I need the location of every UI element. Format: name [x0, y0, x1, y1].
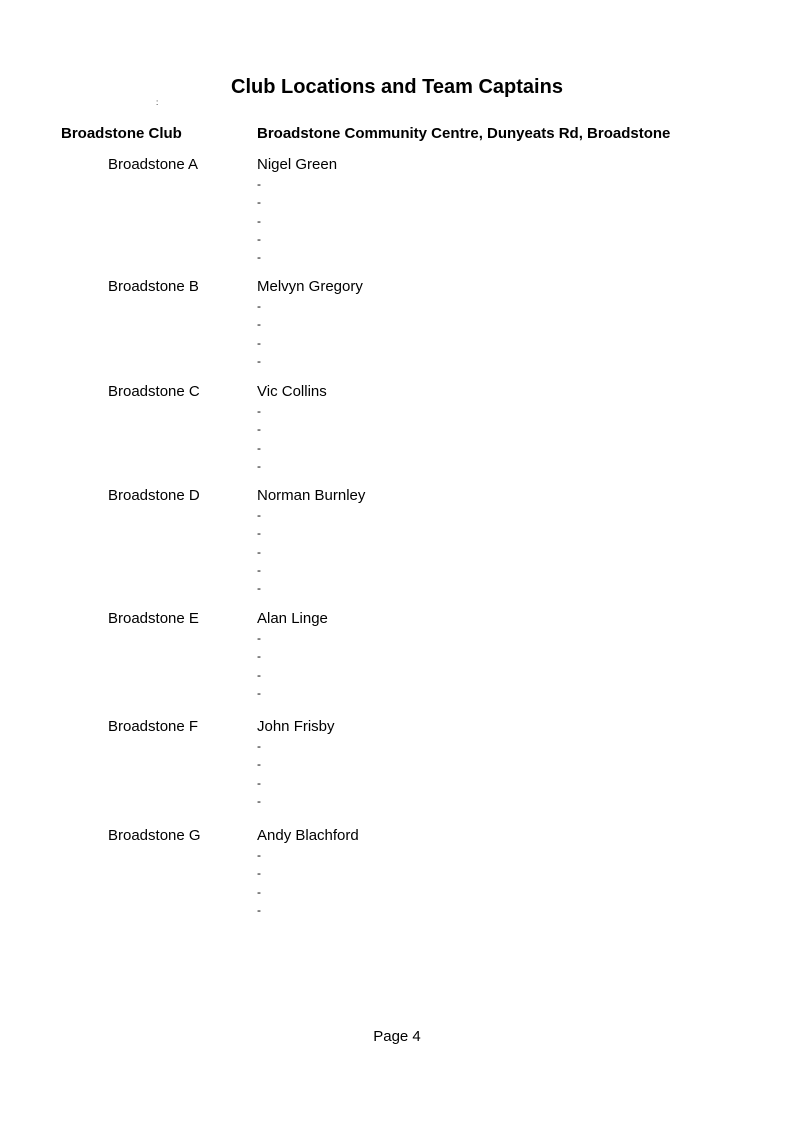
- team-name: Broadstone C: [108, 383, 200, 400]
- captain-name: Andy Blachford: [257, 827, 359, 844]
- captain-name: Alan Linge: [257, 610, 328, 627]
- captain-block: [257, 277, 363, 370]
- team-name: Broadstone A: [108, 156, 199, 173]
- redacted-detail-line: -: [257, 667, 261, 682]
- redacted-detail-line: -: [257, 866, 261, 881]
- captain-block: [257, 826, 359, 919]
- redacted-detail-line: -: [257, 562, 261, 577]
- redacted-detail-line: -: [257, 404, 261, 418]
- captain-name: Norman Burnley: [257, 487, 366, 504]
- redacted-detail-line: -: [257, 231, 261, 246]
- redacted-detail-line: -: [257, 775, 261, 790]
- redacted-detail-line: -: [257, 884, 261, 899]
- redacted-detail-line: -: [257, 353, 261, 368]
- redacted-detail-line: -: [257, 649, 261, 664]
- captain-name: Melvyn Gregory: [257, 278, 363, 295]
- redacted-detail-line: -: [257, 195, 261, 210]
- stray-mark: :: [156, 98, 159, 107]
- club-name: Broadstone Club: [61, 125, 182, 142]
- redacted-detail-line: -: [257, 526, 261, 541]
- captain-block: [257, 717, 335, 810]
- redacted-detail-line: -: [257, 458, 261, 473]
- team-name: Broadstone F: [108, 718, 199, 735]
- redacted-detail-line: -: [257, 213, 261, 228]
- team-name: Broadstone E: [108, 610, 199, 627]
- captain-block: [257, 382, 327, 475]
- redacted-detail-line: -: [257, 299, 261, 313]
- redacted-detail-line: -: [257, 739, 261, 753]
- redacted-detail-line: -: [257, 508, 261, 522]
- captain-name: Nigel Green: [257, 156, 338, 173]
- redacted-detail-line: -: [257, 631, 261, 645]
- page-number: Page 4: [373, 1028, 421, 1045]
- redacted-detail-line: -: [257, 177, 261, 191]
- redacted-detail-line: -: [257, 581, 261, 596]
- redacted-detail-line: -: [257, 422, 261, 437]
- captain-name: Vic Collins: [257, 383, 327, 400]
- redacted-detail-line: -: [257, 544, 261, 559]
- redacted-detail-line: -: [257, 848, 261, 862]
- redacted-detail-line: -: [257, 335, 261, 350]
- redacted-detail-line: -: [257, 250, 261, 265]
- team-name: Broadstone G: [108, 827, 201, 844]
- page-title: Club Locations and Team Captains: [231, 76, 563, 98]
- redacted-detail-line: -: [257, 793, 261, 808]
- redacted-detail-line: -: [257, 902, 261, 917]
- captain-block: [257, 609, 328, 702]
- team-name: Broadstone D: [108, 487, 200, 504]
- club-header: [0, 123, 794, 145]
- redacted-detail-line: -: [257, 757, 261, 772]
- redacted-detail-line: -: [257, 317, 261, 332]
- team-name: Broadstone B: [108, 278, 199, 295]
- captain-name: John Frisby: [257, 718, 335, 735]
- captain-block: [257, 155, 337, 266]
- captain-block: [257, 486, 365, 597]
- redacted-detail-line: -: [257, 440, 261, 455]
- redacted-detail-line: -: [257, 685, 261, 700]
- club-location: Broadstone Community Centre, Dunyeats Rd, Broadstone: [257, 125, 671, 142]
